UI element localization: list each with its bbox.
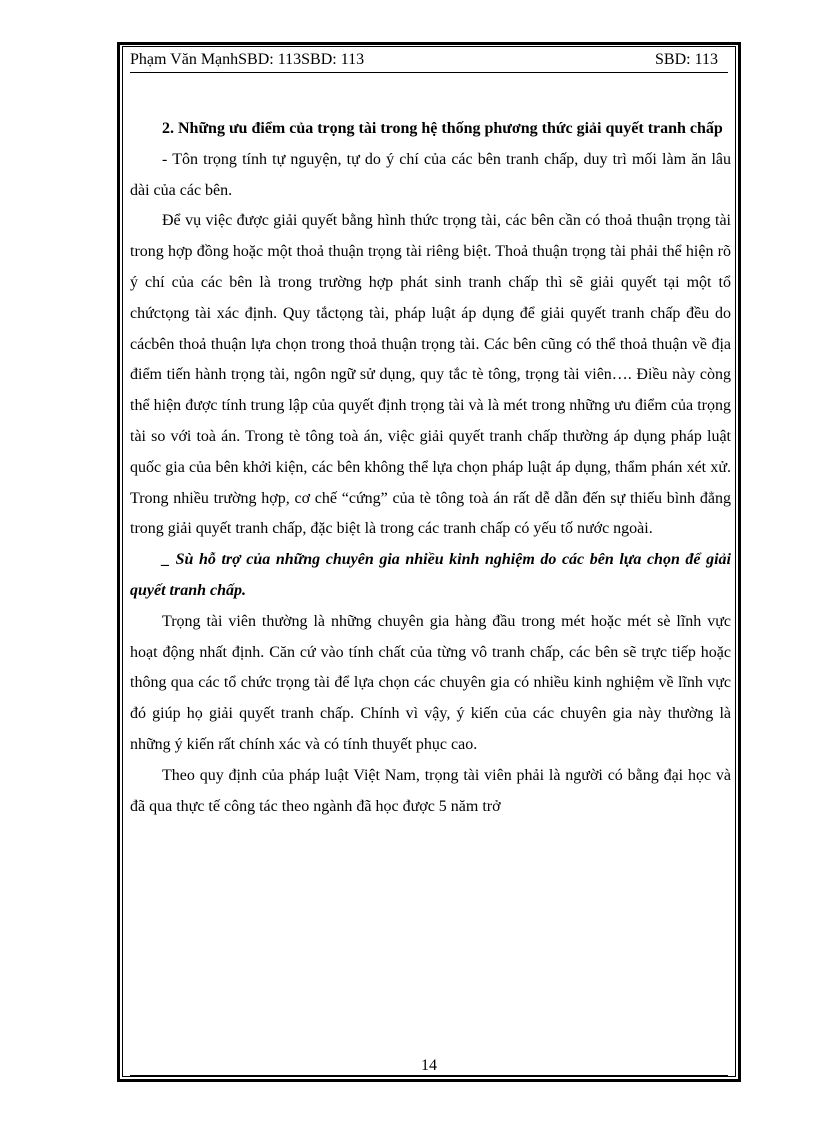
header-author: Phạm Văn MạnhSBD: 113SBD: 113 (130, 51, 365, 68)
paragraph-2: Để vụ việc được giải quyết bằng hình thức trọng tài, các bên cần có thoả thuận trọng tài trong hợp đồng hoặc một thoả thuận trọng tài riêng biệt. Thoả thuận trọng tài phải thể hiện rõ ý chí của các bên là trong trường hợp phát sinh tranh chấp thì sẽ giải quyết tại một tổ chứctọng tài xác định. Quy tắctọng tài, pháp luật áp dụng để giải quyết tranh chấp đều do cácbên thoả thuận lựa chọn trong thoả thuận trọng tài. Các bên cũng có thể thoả thuận về địa điểm tiến hành trọng tài, ngôn ngữ sử dụng, quy tắc tè tông, trọng tài viên…. Điều này còng thể hiện được tính trung lập của quyết định trọng tài và là mét trong những ưu điểm của trọng tài so với toà án. Trong tè tông toà án, việc giải quyết tranh chấp thường áp dụng pháp luật quốc gia của bên khởi kiện, các bên không thể lựa chọn pháp luật áp dụng, thẩm phán xét xử. Trong nhiều trường hợp, cơ chế “cứng” của tè tông toà án rất dễ dẫn đến sự thiếu bình đẳng trong giải quyết tranh chấp, đặc biệt là trong các tranh chấp có yếu tố nước ngoài. (130, 212, 731, 538)
paragraph-4: Theo quy định của pháp luật Việt Nam, trọng tài viên phải là người có bằng đại học và đã qua thực tế công tác theo ngành đã học được 5 năm trở (130, 766, 731, 815)
header-sbd: SBD: 113 (655, 51, 718, 68)
subheading: _ Sù hỗ trợ của những chuyên gia nhiều kinh nghiệm do các bên lựa chọn để giải quyết tranh chấp. (130, 551, 731, 599)
page-header (130, 50, 728, 73)
page-footer (130, 1056, 728, 1076)
page-number: 14 (421, 1057, 437, 1074)
paragraph-1: - Tôn trọng tính tự nguyện, tự do ý chí của các bên tranh chấp, duy trì mối làm ăn lâu dài của các bên. (130, 150, 731, 199)
document-body (130, 114, 731, 822)
footer-rule (130, 1075, 728, 1076)
paragraph-3: Trọng tài viên thường là những chuyên gia hàng đầu trong mét hoặc mét sè lĩnh vực hoạt động nhất định. Căn cứ vào tính chất của từng vô tranh chấp, các bên sẽ trực tiếp hoặc thông qua các tổ chức trọng tài để lựa chọn các chuyên gia có nhiều kinh nghiệm về lĩnh vực đó giúp họ giải quyết tranh chấp. Chính vì vậy, ý kiến của các chuyên gia này thường là những ý kiến rất chính xác và có tính thuyết phục cao. (130, 612, 731, 753)
section-heading: 2. Những ưu điểm của trọng tài trong hệ thống phương thức giải quyết tranh chấp (162, 120, 723, 137)
